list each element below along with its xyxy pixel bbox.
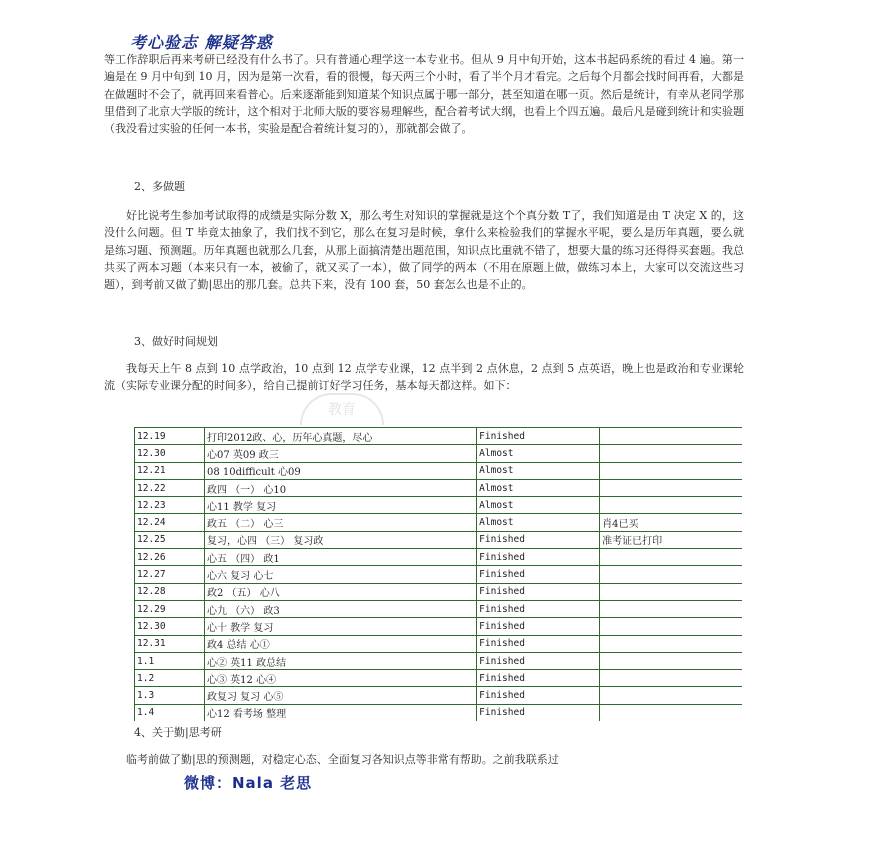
cell-task: 政2 （五） 心八 — [204, 583, 476, 600]
section-heading-qinsi: 4、关于勤|思考研 — [134, 726, 222, 739]
table-row — [135, 687, 743, 704]
table-row — [135, 600, 743, 617]
cell-task: 心九 （六） 政3 — [204, 600, 476, 617]
cell-note — [600, 670, 742, 687]
cell-date: 12.23 — [135, 497, 205, 514]
cell-status: Almost — [477, 445, 600, 462]
table-row — [135, 635, 743, 652]
cell-date: 12.29 — [135, 600, 205, 617]
watermark-stamp: 教育 — [300, 393, 384, 425]
table-row — [135, 566, 743, 583]
cell-status: Almost — [477, 479, 600, 496]
table-row — [135, 497, 743, 514]
paragraph-practice: 好比说考生参加考试取得的成绩是实际分数 X，那么考生对知识的掌握就是这个个真分数 T了，我们知道是由 T 决定 X 的，这没什么问题。但 T 毕竟太抽象了，我们找不到它，那么在复习是时候，拿什么来检验我们的掌握水平呢，要么是历年真题，要么就是练习题、预测题。历年真题也就那么几套，从那上面搞清楚出题范围，知识点比重就不错了，想要大量的练习还得得买套题。我总共买了两本习题（本来只有一本，被偷了，就又买了一本），做了同学的两本（不用在原题上做，做练习本上，大家可以交流这些习题），到考前又做了勤|思出的那几套。总共下来，没有 100 套，50 套怎么也是不止的。 — [104, 209, 744, 292]
cell-date: 12.21 — [135, 462, 205, 479]
cell-task: 心六 复习 心七 — [204, 566, 476, 583]
table-row — [135, 583, 743, 600]
table-row — [135, 652, 743, 669]
cell-date: 12.25 — [135, 531, 205, 548]
cell-note — [600, 497, 742, 514]
weibo-footer: 微博：Nala 老思 — [184, 774, 313, 792]
cell-task: 心07 英09 政三 — [204, 445, 476, 462]
cell-note: 准考证已打印 — [600, 531, 742, 548]
cell-status: Finished — [477, 670, 600, 687]
section-heading-practice: 2、多做题 — [134, 180, 185, 193]
cell-task: 心③ 英12 心④ — [204, 670, 476, 687]
cell-status: Finished — [477, 600, 600, 617]
cell-status: Finished — [477, 704, 600, 721]
paragraph-qinsi: 临考前做了勤|思的预测题，对稳定心态、全面复习各知识点等非常有帮助。之前我联系过 — [126, 753, 559, 766]
cell-status: Finished — [477, 566, 600, 583]
cell-status: Finished — [477, 549, 600, 566]
table-row — [135, 445, 743, 462]
table-row — [135, 618, 743, 635]
section-heading-schedule: 3、做好时间规划 — [134, 335, 218, 348]
cell-date: 12.19 — [135, 428, 205, 445]
study-schedule-table — [134, 427, 742, 721]
cell-note — [600, 704, 742, 721]
cell-date: 12.31 — [135, 635, 205, 652]
paragraph-textbook-review: 等工作辞职后再来考研已经没有什么书了。只有普通心理学这一本专业书。但从 9 月中旬开始，这本书起码系统的看过 4 遍。第一遍是在 9 月中旬到 10 月，因为是第一次看，看的很慢，每天两三个小时，看了半个月才看完。之后每个月都会找时间再看，大都是在做题时不会了，就再回来看普心。后来逐渐能到知道某个知识点属于哪一部分，甚至知道在哪一页。然后是统计，有幸从老同学那里借到了北京大学版的统计，这个相对于北师大版的要容易理解些，配合着考试大纲，也看上个四五遍。最后凡是碰到统计和实验题（我没看过实验的任何一本书，实验是配合着统计复习的），那就都会做了。 — [104, 53, 744, 136]
cell-note — [600, 428, 742, 445]
cell-date: 1.2 — [135, 670, 205, 687]
table-row — [135, 670, 743, 687]
cell-task: 政五 （二） 心三 — [204, 514, 476, 531]
cell-task: 心十 教学 复习 — [204, 618, 476, 635]
cell-status: Finished — [477, 428, 600, 445]
cell-status: Almost — [477, 462, 600, 479]
table-row — [135, 479, 743, 496]
table-row — [135, 462, 743, 479]
cell-date: 12.30 — [135, 445, 205, 462]
cell-note — [600, 687, 742, 704]
cell-task: 心12 看考场 整理 — [204, 704, 476, 721]
cell-status: Finished — [477, 687, 600, 704]
cell-task: 心② 英11 政总结 — [204, 652, 476, 669]
cell-note — [600, 652, 742, 669]
cell-note — [600, 445, 742, 462]
cell-date: 12.26 — [135, 549, 205, 566]
cell-date: 1.3 — [135, 687, 205, 704]
cell-task: 08 10difficult 心09 — [204, 462, 476, 479]
cell-note — [600, 635, 742, 652]
cell-status: Finished — [477, 531, 600, 548]
cell-note — [600, 600, 742, 617]
cell-task: 政四 （一） 心10 — [204, 479, 476, 496]
cell-status: Almost — [477, 497, 600, 514]
table-row — [135, 531, 743, 548]
table-row — [135, 704, 743, 721]
cell-date: 12.30 — [135, 618, 205, 635]
cell-date: 12.24 — [135, 514, 205, 531]
cell-status: Finished — [477, 652, 600, 669]
page-title: 考心验志 解疑答惑 — [130, 33, 273, 52]
cell-status: Almost — [477, 514, 600, 531]
cell-task: 复习，心四 （三） 复习政 — [204, 531, 476, 548]
cell-task: 政复习 复习 心⑤ — [204, 687, 476, 704]
cell-date: 12.22 — [135, 479, 205, 496]
cell-task: 心五 （四） 政1 — [204, 549, 476, 566]
cell-task: 政4 总结 心① — [204, 635, 476, 652]
cell-date: 1.1 — [135, 652, 205, 669]
cell-note: 肖4已买 — [600, 514, 742, 531]
cell-status: Finished — [477, 635, 600, 652]
cell-note — [600, 462, 742, 479]
cell-note — [600, 479, 742, 496]
table-row — [135, 514, 743, 531]
table-row — [135, 428, 743, 445]
cell-status: Finished — [477, 583, 600, 600]
paragraph-schedule: 我每天上午 8 点到 10 点学政治，10 点到 12 点学专业课，12 点半到 2 点休息，2 点到 5 点英语，晚上也是政治和专业课轮流（实际专业课分配的时间多），给自己提前订好学习任务，基本每天都这样。如下： — [104, 362, 744, 393]
cell-date: 12.28 — [135, 583, 205, 600]
cell-note — [600, 549, 742, 566]
cell-note — [600, 566, 742, 583]
cell-note — [600, 618, 742, 635]
cell-status: Finished — [477, 618, 600, 635]
cell-task: 心11 教学 复习 — [204, 497, 476, 514]
cell-task: 打印2012政、心，历年心真题，尽心 — [204, 428, 476, 445]
cell-date: 1.4 — [135, 704, 205, 721]
cell-note — [600, 583, 742, 600]
table-row — [135, 549, 743, 566]
cell-date: 12.27 — [135, 566, 205, 583]
